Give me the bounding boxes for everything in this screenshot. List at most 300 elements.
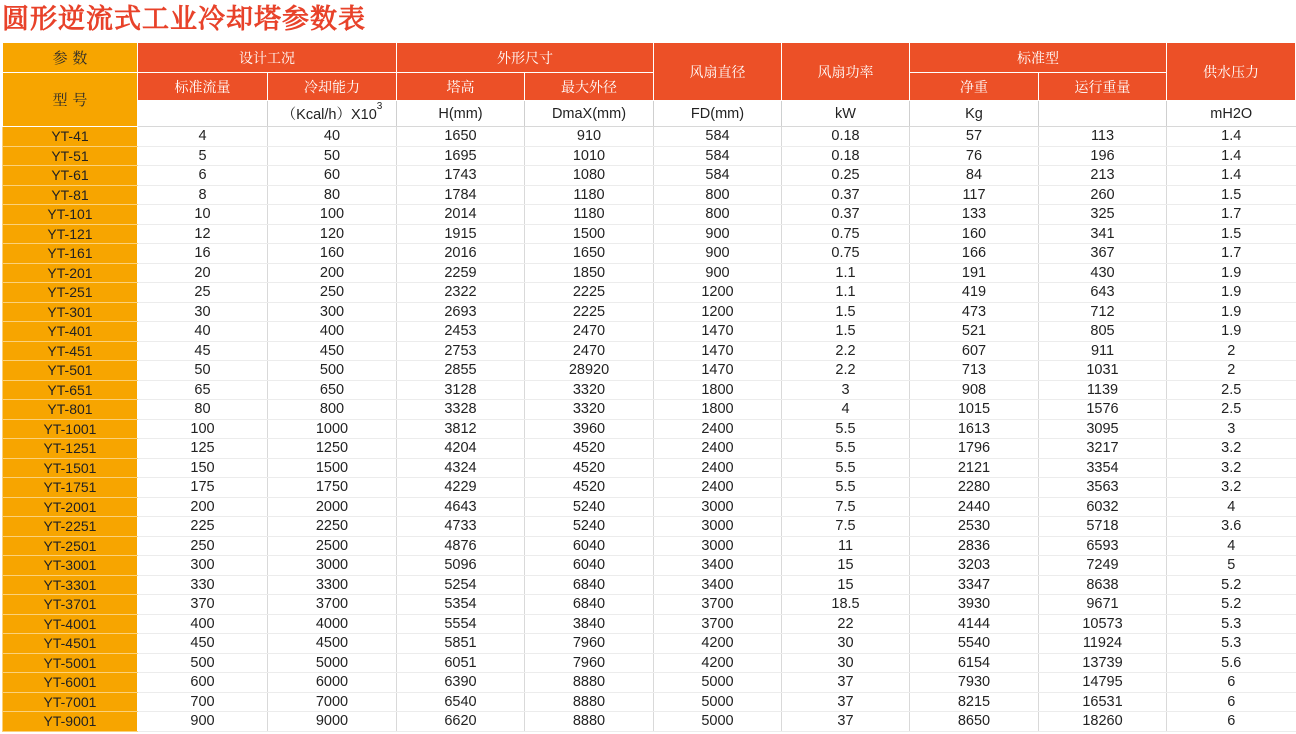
- cell-cooling: 1750: [268, 478, 397, 498]
- cell-op-weight: 9671: [1039, 595, 1167, 615]
- cell-cooling: 300: [268, 302, 397, 322]
- cell-flow: 25: [138, 283, 268, 303]
- cell-op-weight: 3217: [1039, 439, 1167, 459]
- table-row: [3, 653, 1296, 673]
- cell-flow: 30: [138, 302, 268, 322]
- op-weight-header: 运行重量: [1039, 73, 1167, 101]
- table-row: [3, 224, 1296, 244]
- cell-model: YT-301: [3, 302, 138, 322]
- cell-fan-diameter: 1800: [654, 400, 782, 420]
- cell-model: YT-501: [3, 361, 138, 381]
- cell-height: 2322: [397, 283, 525, 303]
- table-row: [3, 575, 1296, 595]
- cell-cooling: 4000: [268, 614, 397, 634]
- cell-height: 4733: [397, 517, 525, 537]
- cell-height: 6620: [397, 712, 525, 732]
- cell-model: YT-1501: [3, 458, 138, 478]
- cell-pressure: 1.4: [1167, 166, 1296, 186]
- cell-net-weight: 3203: [910, 556, 1039, 576]
- cell-height: 3328: [397, 400, 525, 420]
- unit-fan-power: kW: [782, 101, 910, 127]
- table-row: [3, 185, 1296, 205]
- cell-fan-diameter: 584: [654, 166, 782, 186]
- cell-height: 2453: [397, 322, 525, 342]
- cell-op-weight: 196: [1039, 146, 1167, 166]
- cell-flow: 225: [138, 517, 268, 537]
- cell-fan-diameter: 2400: [654, 439, 782, 459]
- cell-fan-diameter: 5000: [654, 712, 782, 732]
- cell-net-weight: 117: [910, 185, 1039, 205]
- unit-cooling-exp: 3: [376, 101, 383, 113]
- cell-fan-power: 0.18: [782, 127, 910, 147]
- flow-header: 标准流量: [138, 73, 268, 101]
- cell-height: 1650: [397, 127, 525, 147]
- cell-cooling: 2500: [268, 536, 397, 556]
- cell-pressure: 3.2: [1167, 478, 1296, 498]
- cell-cooling: 800: [268, 400, 397, 420]
- max-diameter-header: 最大外径: [525, 73, 654, 101]
- cell-height: 4643: [397, 497, 525, 517]
- fan-power-header: 风扇功率: [782, 43, 910, 101]
- cell-cooling: 7000: [268, 692, 397, 712]
- cell-max-diameter: 5240: [525, 497, 654, 517]
- cell-flow: 80: [138, 400, 268, 420]
- table-row: [3, 497, 1296, 517]
- unit-max-diameter: DmaX(mm): [525, 101, 654, 127]
- cell-flow: 300: [138, 556, 268, 576]
- cell-cooling: 650: [268, 380, 397, 400]
- cell-fan-power: 5.5: [782, 439, 910, 459]
- cell-op-weight: 643: [1039, 283, 1167, 303]
- cell-pressure: 4: [1167, 497, 1296, 517]
- cell-pressure: 5.6: [1167, 653, 1296, 673]
- cell-model: YT-201: [3, 263, 138, 283]
- cell-pressure: 6: [1167, 692, 1296, 712]
- cell-model: YT-121: [3, 224, 138, 244]
- cell-net-weight: 713: [910, 361, 1039, 381]
- table-row: [3, 302, 1296, 322]
- cell-height: 3128: [397, 380, 525, 400]
- cell-cooling: 4500: [268, 634, 397, 654]
- cell-height: 5254: [397, 575, 525, 595]
- cell-height: 1695: [397, 146, 525, 166]
- unit-flow: [138, 101, 268, 127]
- cell-flow: 40: [138, 322, 268, 342]
- cell-fan-diameter: 800: [654, 205, 782, 225]
- cell-model: YT-3701: [3, 595, 138, 615]
- cell-net-weight: 166: [910, 244, 1039, 264]
- cell-model: YT-101: [3, 205, 138, 225]
- cell-model: YT-1001: [3, 419, 138, 439]
- cell-op-weight: 13739: [1039, 653, 1167, 673]
- cell-flow: 8: [138, 185, 268, 205]
- cell-cooling: 6000: [268, 673, 397, 693]
- cell-model: YT-81: [3, 185, 138, 205]
- cell-height: 6540: [397, 692, 525, 712]
- cell-fan-diameter: 800: [654, 185, 782, 205]
- cell-net-weight: 2836: [910, 536, 1039, 556]
- cell-fan-diameter: 2400: [654, 458, 782, 478]
- cell-cooling: 3000: [268, 556, 397, 576]
- cell-pressure: 1.4: [1167, 146, 1296, 166]
- cell-model: YT-1251: [3, 439, 138, 459]
- design-header: 设计工况: [138, 43, 397, 73]
- cell-op-weight: 10573: [1039, 614, 1167, 634]
- cell-fan-diameter: 1470: [654, 361, 782, 381]
- cell-model: YT-9001: [3, 712, 138, 732]
- cell-net-weight: 4144: [910, 614, 1039, 634]
- cell-flow: 10: [138, 205, 268, 225]
- table-row: [3, 263, 1296, 283]
- cell-model: YT-251: [3, 283, 138, 303]
- table-row: [3, 361, 1296, 381]
- cell-height: 2016: [397, 244, 525, 264]
- table-row: [3, 341, 1296, 361]
- table-row: [3, 205, 1296, 225]
- cell-net-weight: 607: [910, 341, 1039, 361]
- cell-fan-power: 7.5: [782, 517, 910, 537]
- cell-pressure: 3.2: [1167, 458, 1296, 478]
- cell-net-weight: 6154: [910, 653, 1039, 673]
- cell-op-weight: 325: [1039, 205, 1167, 225]
- cell-fan-diameter: 3700: [654, 614, 782, 634]
- shape-header: 外形尺寸: [397, 43, 654, 73]
- cell-max-diameter: 2225: [525, 302, 654, 322]
- cell-height: 4324: [397, 458, 525, 478]
- cell-flow: 4: [138, 127, 268, 147]
- cell-cooling: 250: [268, 283, 397, 303]
- cell-op-weight: 14795: [1039, 673, 1167, 693]
- cell-cooling: 100: [268, 205, 397, 225]
- table-row: [3, 419, 1296, 439]
- cell-flow: 5: [138, 146, 268, 166]
- cell-fan-diameter: 5000: [654, 673, 782, 693]
- cell-max-diameter: 1180: [525, 185, 654, 205]
- cell-op-weight: 213: [1039, 166, 1167, 186]
- cell-fan-diameter: 900: [654, 244, 782, 264]
- cell-height: 6051: [397, 653, 525, 673]
- cell-flow: 500: [138, 653, 268, 673]
- cell-flow: 370: [138, 595, 268, 615]
- cell-flow: 400: [138, 614, 268, 634]
- cell-net-weight: 84: [910, 166, 1039, 186]
- cell-cooling: 200: [268, 263, 397, 283]
- cell-fan-power: 15: [782, 575, 910, 595]
- cell-flow: 450: [138, 634, 268, 654]
- cell-pressure: 5.2: [1167, 575, 1296, 595]
- cell-max-diameter: 4520: [525, 458, 654, 478]
- cell-height: 5354: [397, 595, 525, 615]
- unit-pressure: mH2O: [1167, 101, 1296, 127]
- table-body: [3, 127, 1296, 732]
- cell-model: YT-1751: [3, 478, 138, 498]
- cell-flow: 50: [138, 361, 268, 381]
- table-row: [3, 400, 1296, 420]
- cell-fan-power: 0.37: [782, 205, 910, 225]
- table-row: [3, 458, 1296, 478]
- cell-cooling: 450: [268, 341, 397, 361]
- cell-cooling: 3700: [268, 595, 397, 615]
- cell-cooling: 160: [268, 244, 397, 264]
- cell-max-diameter: 6840: [525, 595, 654, 615]
- cell-fan-power: 22: [782, 614, 910, 634]
- cell-height: 4229: [397, 478, 525, 498]
- cell-model: YT-651: [3, 380, 138, 400]
- cell-height: 4204: [397, 439, 525, 459]
- cell-net-weight: 1613: [910, 419, 1039, 439]
- cell-fan-power: 5.5: [782, 419, 910, 439]
- cell-flow: 125: [138, 439, 268, 459]
- cell-fan-diameter: 4200: [654, 653, 782, 673]
- cell-pressure: 4: [1167, 536, 1296, 556]
- cell-max-diameter: 3960: [525, 419, 654, 439]
- cell-net-weight: 160: [910, 224, 1039, 244]
- cell-fan-diameter: 4200: [654, 634, 782, 654]
- cell-net-weight: 2440: [910, 497, 1039, 517]
- cell-net-weight: 133: [910, 205, 1039, 225]
- cell-cooling: 9000: [268, 712, 397, 732]
- cell-cooling: 1250: [268, 439, 397, 459]
- unit-height: H(mm): [397, 101, 525, 127]
- cell-model: YT-451: [3, 341, 138, 361]
- table-row: [3, 595, 1296, 615]
- model-header: 型 号: [3, 73, 138, 127]
- cell-max-diameter: 8880: [525, 673, 654, 693]
- cell-fan-diameter: 3000: [654, 536, 782, 556]
- table-row: [3, 380, 1296, 400]
- cell-height: 2693: [397, 302, 525, 322]
- cell-op-weight: 1031: [1039, 361, 1167, 381]
- cell-fan-diameter: 2400: [654, 419, 782, 439]
- table-row: [3, 439, 1296, 459]
- cell-height: 5851: [397, 634, 525, 654]
- cell-net-weight: 57: [910, 127, 1039, 147]
- cell-flow: 100: [138, 419, 268, 439]
- cell-net-weight: 2121: [910, 458, 1039, 478]
- cell-net-weight: 908: [910, 380, 1039, 400]
- table-row: [3, 692, 1296, 712]
- cell-model: YT-41: [3, 127, 138, 147]
- cell-model: YT-2001: [3, 497, 138, 517]
- table-row: [3, 556, 1296, 576]
- unit-op-weight: [1039, 101, 1167, 127]
- cell-height: 3812: [397, 419, 525, 439]
- page-title: 圆形逆流式工业冷却塔参数表: [2, 4, 366, 35]
- cell-fan-power: 5.5: [782, 458, 910, 478]
- cell-max-diameter: 4520: [525, 478, 654, 498]
- cell-fan-diameter: 584: [654, 127, 782, 147]
- cell-pressure: 1.9: [1167, 322, 1296, 342]
- unit-fan-diameter: FD(mm): [654, 101, 782, 127]
- cell-fan-diameter: 3700: [654, 595, 782, 615]
- cell-height: 5096: [397, 556, 525, 576]
- table-row: [3, 536, 1296, 556]
- cell-fan-power: 4: [782, 400, 910, 420]
- cell-fan-power: 0.18: [782, 146, 910, 166]
- cell-net-weight: 7930: [910, 673, 1039, 693]
- cell-model: YT-6001: [3, 673, 138, 693]
- cell-fan-power: 2.2: [782, 341, 910, 361]
- cell-flow: 65: [138, 380, 268, 400]
- cell-fan-diameter: 3000: [654, 497, 782, 517]
- cell-height: 2014: [397, 205, 525, 225]
- cell-fan-power: 3: [782, 380, 910, 400]
- cell-cooling: 5000: [268, 653, 397, 673]
- cell-fan-diameter: 584: [654, 146, 782, 166]
- table-row: [3, 283, 1296, 303]
- cell-flow: 175: [138, 478, 268, 498]
- cell-fan-diameter: 1200: [654, 302, 782, 322]
- cell-max-diameter: 2470: [525, 341, 654, 361]
- table-row: [3, 146, 1296, 166]
- cooling-header: 冷却能力: [268, 73, 397, 101]
- cell-max-diameter: 6040: [525, 556, 654, 576]
- cell-max-diameter: 3840: [525, 614, 654, 634]
- cell-cooling: 3300: [268, 575, 397, 595]
- cell-net-weight: 191: [910, 263, 1039, 283]
- cell-max-diameter: 8880: [525, 692, 654, 712]
- cell-model: YT-51: [3, 146, 138, 166]
- cell-op-weight: 260: [1039, 185, 1167, 205]
- cell-max-diameter: 1080: [525, 166, 654, 186]
- cell-pressure: 2: [1167, 341, 1296, 361]
- cell-fan-diameter: 900: [654, 263, 782, 283]
- cell-max-diameter: 7960: [525, 634, 654, 654]
- cell-pressure: 2.5: [1167, 400, 1296, 420]
- cell-pressure: 1.9: [1167, 302, 1296, 322]
- table-row: [3, 673, 1296, 693]
- cell-cooling: 1500: [268, 458, 397, 478]
- cell-pressure: 6: [1167, 712, 1296, 732]
- cell-flow: 12: [138, 224, 268, 244]
- cell-pressure: 1.5: [1167, 224, 1296, 244]
- cell-flow: 600: [138, 673, 268, 693]
- cell-net-weight: 8650: [910, 712, 1039, 732]
- cell-fan-power: 1.5: [782, 302, 910, 322]
- cell-net-weight: 76: [910, 146, 1039, 166]
- cell-op-weight: 16531: [1039, 692, 1167, 712]
- cell-model: YT-3001: [3, 556, 138, 576]
- cell-model: YT-2501: [3, 536, 138, 556]
- cell-fan-diameter: 1470: [654, 322, 782, 342]
- height-header: 塔高: [397, 73, 525, 101]
- cell-fan-diameter: 900: [654, 224, 782, 244]
- cell-fan-power: 5.5: [782, 478, 910, 498]
- cell-fan-power: 1.1: [782, 283, 910, 303]
- cell-max-diameter: 4520: [525, 439, 654, 459]
- cell-op-weight: 3563: [1039, 478, 1167, 498]
- cell-op-weight: 113: [1039, 127, 1167, 147]
- cell-max-diameter: 910: [525, 127, 654, 147]
- cell-flow: 200: [138, 497, 268, 517]
- cell-fan-power: 37: [782, 673, 910, 693]
- cell-fan-power: 0.75: [782, 244, 910, 264]
- cell-pressure: 2.5: [1167, 380, 1296, 400]
- cell-pressure: 5: [1167, 556, 1296, 576]
- cell-height: 1784: [397, 185, 525, 205]
- cell-max-diameter: 28920: [525, 361, 654, 381]
- table-row: [3, 244, 1296, 264]
- cell-pressure: 1.9: [1167, 283, 1296, 303]
- cell-pressure: 1.9: [1167, 263, 1296, 283]
- cell-op-weight: 18260: [1039, 712, 1167, 732]
- cell-max-diameter: 2225: [525, 283, 654, 303]
- cell-cooling: 1000: [268, 419, 397, 439]
- cell-pressure: 1.4: [1167, 127, 1296, 147]
- cell-pressure: 5.2: [1167, 595, 1296, 615]
- cell-flow: 20: [138, 263, 268, 283]
- cell-net-weight: 5540: [910, 634, 1039, 654]
- cell-flow: 150: [138, 458, 268, 478]
- cell-cooling: 50: [268, 146, 397, 166]
- cell-fan-diameter: 1800: [654, 380, 782, 400]
- cell-flow: 330: [138, 575, 268, 595]
- cell-max-diameter: 6840: [525, 575, 654, 595]
- cell-fan-power: 2.2: [782, 361, 910, 381]
- cell-model: YT-61: [3, 166, 138, 186]
- cell-max-diameter: 7960: [525, 653, 654, 673]
- cell-fan-diameter: 3000: [654, 517, 782, 537]
- table-row: [3, 634, 1296, 654]
- cell-max-diameter: 3320: [525, 380, 654, 400]
- cell-fan-power: 15: [782, 556, 910, 576]
- cell-net-weight: 521: [910, 322, 1039, 342]
- table-row: [3, 712, 1296, 732]
- cell-pressure: 1.7: [1167, 244, 1296, 264]
- table-row: [3, 166, 1296, 186]
- cell-flow: 250: [138, 536, 268, 556]
- cell-op-weight: 3354: [1039, 458, 1167, 478]
- cell-op-weight: 1139: [1039, 380, 1167, 400]
- cell-fan-diameter: 1200: [654, 283, 782, 303]
- table-row: [3, 614, 1296, 634]
- cell-cooling: 2000: [268, 497, 397, 517]
- cell-max-diameter: 1850: [525, 263, 654, 283]
- unit-net-weight: Kg: [910, 101, 1039, 127]
- cell-fan-power: 37: [782, 712, 910, 732]
- standard-header: 标准型: [910, 43, 1167, 73]
- cell-max-diameter: 1180: [525, 205, 654, 225]
- cell-net-weight: 419: [910, 283, 1039, 303]
- cell-pressure: 3.2: [1167, 439, 1296, 459]
- cell-flow: 900: [138, 712, 268, 732]
- cell-pressure: 3: [1167, 419, 1296, 439]
- cell-op-weight: 911: [1039, 341, 1167, 361]
- cell-op-weight: 6593: [1039, 536, 1167, 556]
- cell-pressure: 5.3: [1167, 614, 1296, 634]
- cell-height: 2259: [397, 263, 525, 283]
- table-row: [3, 517, 1296, 537]
- cell-max-diameter: 8880: [525, 712, 654, 732]
- cell-op-weight: 7249: [1039, 556, 1167, 576]
- cell-net-weight: 2530: [910, 517, 1039, 537]
- cell-fan-power: 0.25: [782, 166, 910, 186]
- cell-net-weight: 3347: [910, 575, 1039, 595]
- cell-model: YT-4001: [3, 614, 138, 634]
- cell-net-weight: 1796: [910, 439, 1039, 459]
- cell-op-weight: 3095: [1039, 419, 1167, 439]
- net-weight-header: 净重: [910, 73, 1039, 101]
- cell-net-weight: 473: [910, 302, 1039, 322]
- cell-model: YT-3301: [3, 575, 138, 595]
- fan-diameter-header: 风扇直径: [654, 43, 782, 101]
- cell-fan-power: 18.5: [782, 595, 910, 615]
- cell-op-weight: 6032: [1039, 497, 1167, 517]
- cell-fan-power: 11: [782, 536, 910, 556]
- cell-op-weight: 11924: [1039, 634, 1167, 654]
- cell-cooling: 40: [268, 127, 397, 147]
- cell-max-diameter: 3320: [525, 400, 654, 420]
